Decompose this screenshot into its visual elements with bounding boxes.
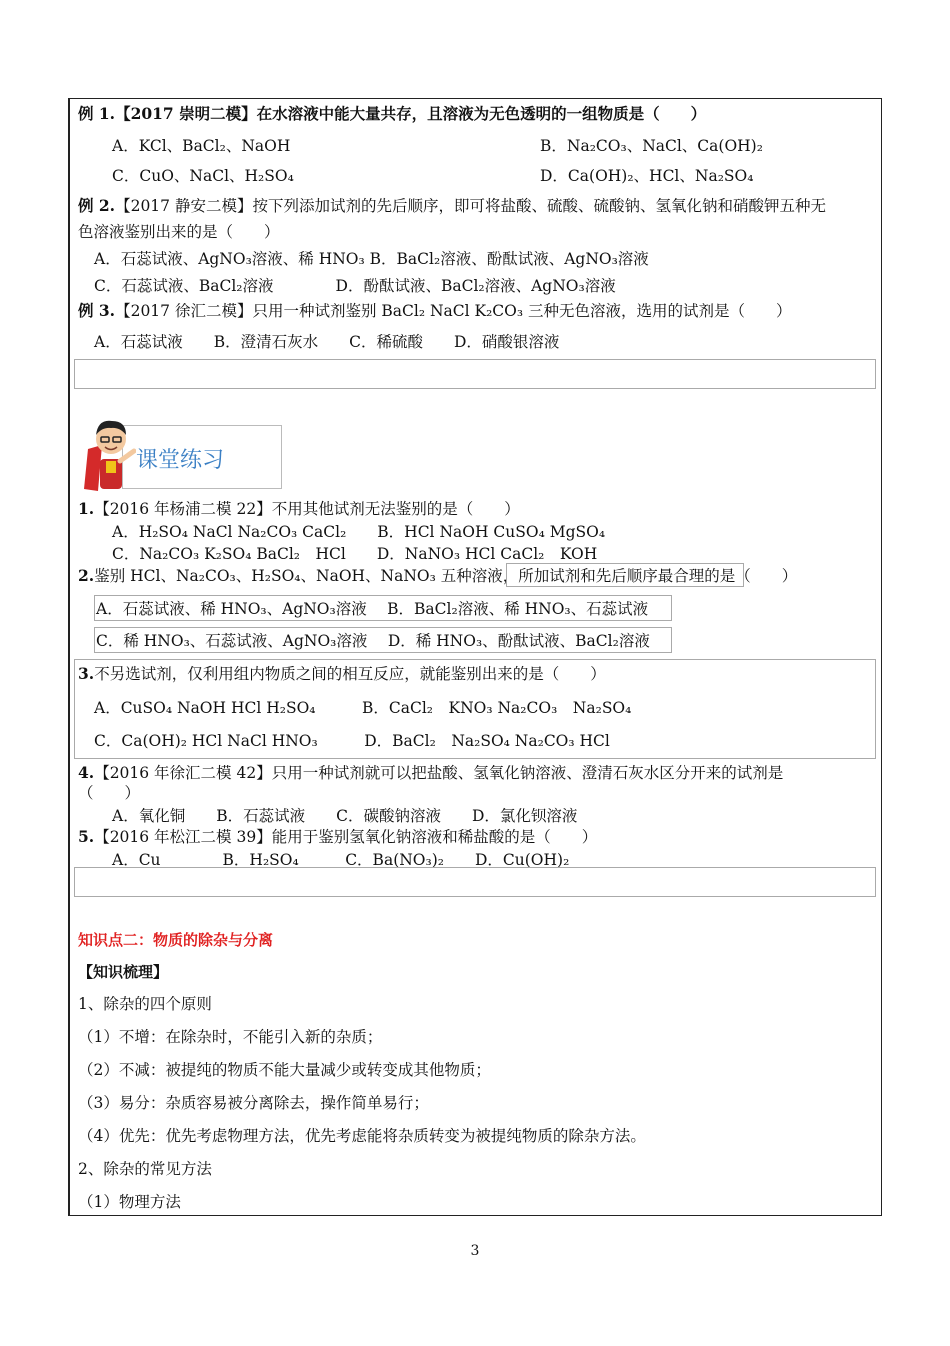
practice-4-number: 4. — [78, 763, 95, 782]
practice-3-text: 不另选试剂，仅利用组内物质之间的相互反应，就能鉴别出来的是（ ） — [94, 665, 606, 683]
teacher-avatar-icon — [80, 415, 136, 493]
practice-2-text: 鉴别 HCl、Na₂CO₃、H₂SO₄、NaOH、NaNO₃ 五种溶液，所加试剂和先后顺序最合理的是（ ） — [94, 567, 798, 585]
example-1-stem — [78, 104, 706, 124]
practice-4-text-2: （ ） — [78, 784, 141, 802]
knowledge-line-4: （3）易分：杂质容易被分离除去，操作简单易行； — [78, 1094, 429, 1112]
example-1-option-d: D．Ca(OH)₂、HCl、Na₂SO₄ — [540, 167, 754, 185]
example-3-stem — [78, 301, 792, 321]
practice-1-text: 【2016 年杨浦二模 22】不用其他试剂无法鉴别的是（ ） — [94, 500, 520, 518]
practice-4-text-1: 【2016 年徐汇二模 42】只用一种试剂就可以把盐酸、氢氧化钠溶液、澄清石灰水区分开来的试剂是 — [94, 764, 784, 782]
practice-5-number: 5. — [78, 827, 95, 846]
example-1-option-c: C．CuO、NaCl、H₂SO₄ — [112, 167, 294, 185]
knowledge-line-7: （1）物理方法 — [78, 1193, 181, 1211]
answer-box-1 — [74, 359, 876, 389]
practice-4-options: A．氧化铜 B．石蕊试液 C．碳酸钠溶液 D．氯化钡溶液 — [112, 807, 578, 825]
example-3-options: A．石蕊试液 B．澄清石灰水 C．稀硫酸 D．硝酸银溶液 — [94, 333, 560, 351]
answer-box-2 — [74, 867, 876, 897]
example-2-options-cd: C．石蕊试液、BaCl₂溶液 D．酚酞试液、BaCl₂溶液、AgNO₃溶液 — [94, 277, 616, 295]
knowledge-line-1: 1、除杂的四个原则 — [78, 995, 212, 1013]
practice-3-options-cd: C．Ca(OH)₂ HCl NaCl HNO₃ D．BaCl₂ Na₂SO₄ Na₂CO₃ HCl — [94, 732, 610, 750]
practice-3-options-ab: A．CuSO₄ NaOH HCl H₂SO₄ B．CaCl₂ KNO₃ Na₂CO₃ Na₂SO₄ — [94, 699, 632, 717]
knowledge-heading: 知识点二：物质的除杂与分离 — [78, 931, 274, 949]
practice-3-stem — [78, 664, 606, 684]
example-2-text-2: 色溶液鉴别出来的是（ ） — [78, 223, 280, 241]
example-3-number: 例 3. — [78, 301, 116, 320]
example-2-text-1: 【2017 静安二模】按下列添加试剂的先后顺序，即可将盐酸、硫酸、硫酸钠、氢氧化钠和硝酸钾五种无 — [115, 197, 826, 215]
example-1-number: 例 1. — [78, 104, 116, 123]
example-3-text: 【2017 徐汇二模】只用一种试剂鉴别 BaCl₂ NaCl K₂CO₃ 三种无色溶液，选用的试剂是（ ） — [115, 302, 792, 320]
example-2-number: 例 2. — [78, 196, 116, 215]
example-1-option-b: B．Na₂CO₃、NaCl、Ca(OH)₂ — [540, 137, 763, 155]
knowledge-line-5: （4）优先：优先考虑物理方法，优先考虑能将杂质转变为被提纯物质的除杂方法。 — [78, 1127, 646, 1145]
practice-2-options-cd: C．稀 HNO₃、石蕊试液、AgNO₃溶液 D．稀 HNO₃、酚酞试液、BaCl₂溶液 — [96, 632, 650, 650]
highlight-box-q2 — [506, 563, 744, 587]
example-2-stem — [78, 196, 826, 216]
practice-2-number: 2. — [78, 566, 95, 585]
practice-3-number: 3. — [78, 664, 95, 683]
page-number: 3 — [470, 1243, 480, 1259]
practice-1-number: 1. — [78, 499, 95, 518]
practice-1-options-ab: A．H₂SO₄ NaCl Na₂CO₃ CaCl₂ B．HCl NaOH CuSO₄ MgSO₄ — [112, 523, 606, 541]
practice-2-options-ab: A．石蕊试液、稀 HNO₃、AgNO₃溶液 B．BaCl₂溶液、稀 HNO₃、石蕊试液 — [96, 600, 649, 618]
knowledge-line-2: （1）不增：在除杂时，不能引入新的杂质； — [78, 1028, 383, 1046]
practice-2-options-ab-frame — [94, 595, 672, 621]
example-1-text: 【2017 崇明二模】在水溶液中能大量共存，且溶液为无色透明的一组物质是（ ） — [115, 104, 707, 123]
practice-2-options-cd-frame — [94, 627, 672, 653]
knowledge-line-3: （2）不减：被提纯的物质不能大量减少或转变成其他物质； — [78, 1061, 491, 1079]
practice-1-stem — [78, 499, 520, 519]
knowledge-subheading: 【知识梳理】 — [78, 963, 169, 981]
practice-4-stem — [78, 763, 783, 783]
section-tab-label: 课堂练习 — [136, 448, 225, 473]
example-1-option-a: A．KCl、BaCl₂、NaOH — [112, 137, 291, 155]
practice-1-options-cd: C．Na₂CO₃ K₂SO₄ BaCl₂ HCl D．NaNO₃ HCl CaCl₂ KOH — [112, 545, 598, 563]
knowledge-line-6: 2、除杂的常见方法 — [78, 1160, 212, 1178]
practice-5-stem — [78, 827, 597, 847]
practice-5-options: A．Cu B．H₂SO₄ C．Ba(NO₃)₂ D．Cu(OH)₂ — [112, 851, 570, 869]
example-2-options-ab: A．石蕊试液、AgNO₃溶液、稀 HNO₃ B．BaCl₂溶液、酚酞试液、AgNO₃溶液 — [94, 250, 649, 268]
practice-5-text: 【2016 年松江二模 39】能用于鉴别氢氧化钠溶液和稀盐酸的是（ ） — [94, 828, 598, 846]
